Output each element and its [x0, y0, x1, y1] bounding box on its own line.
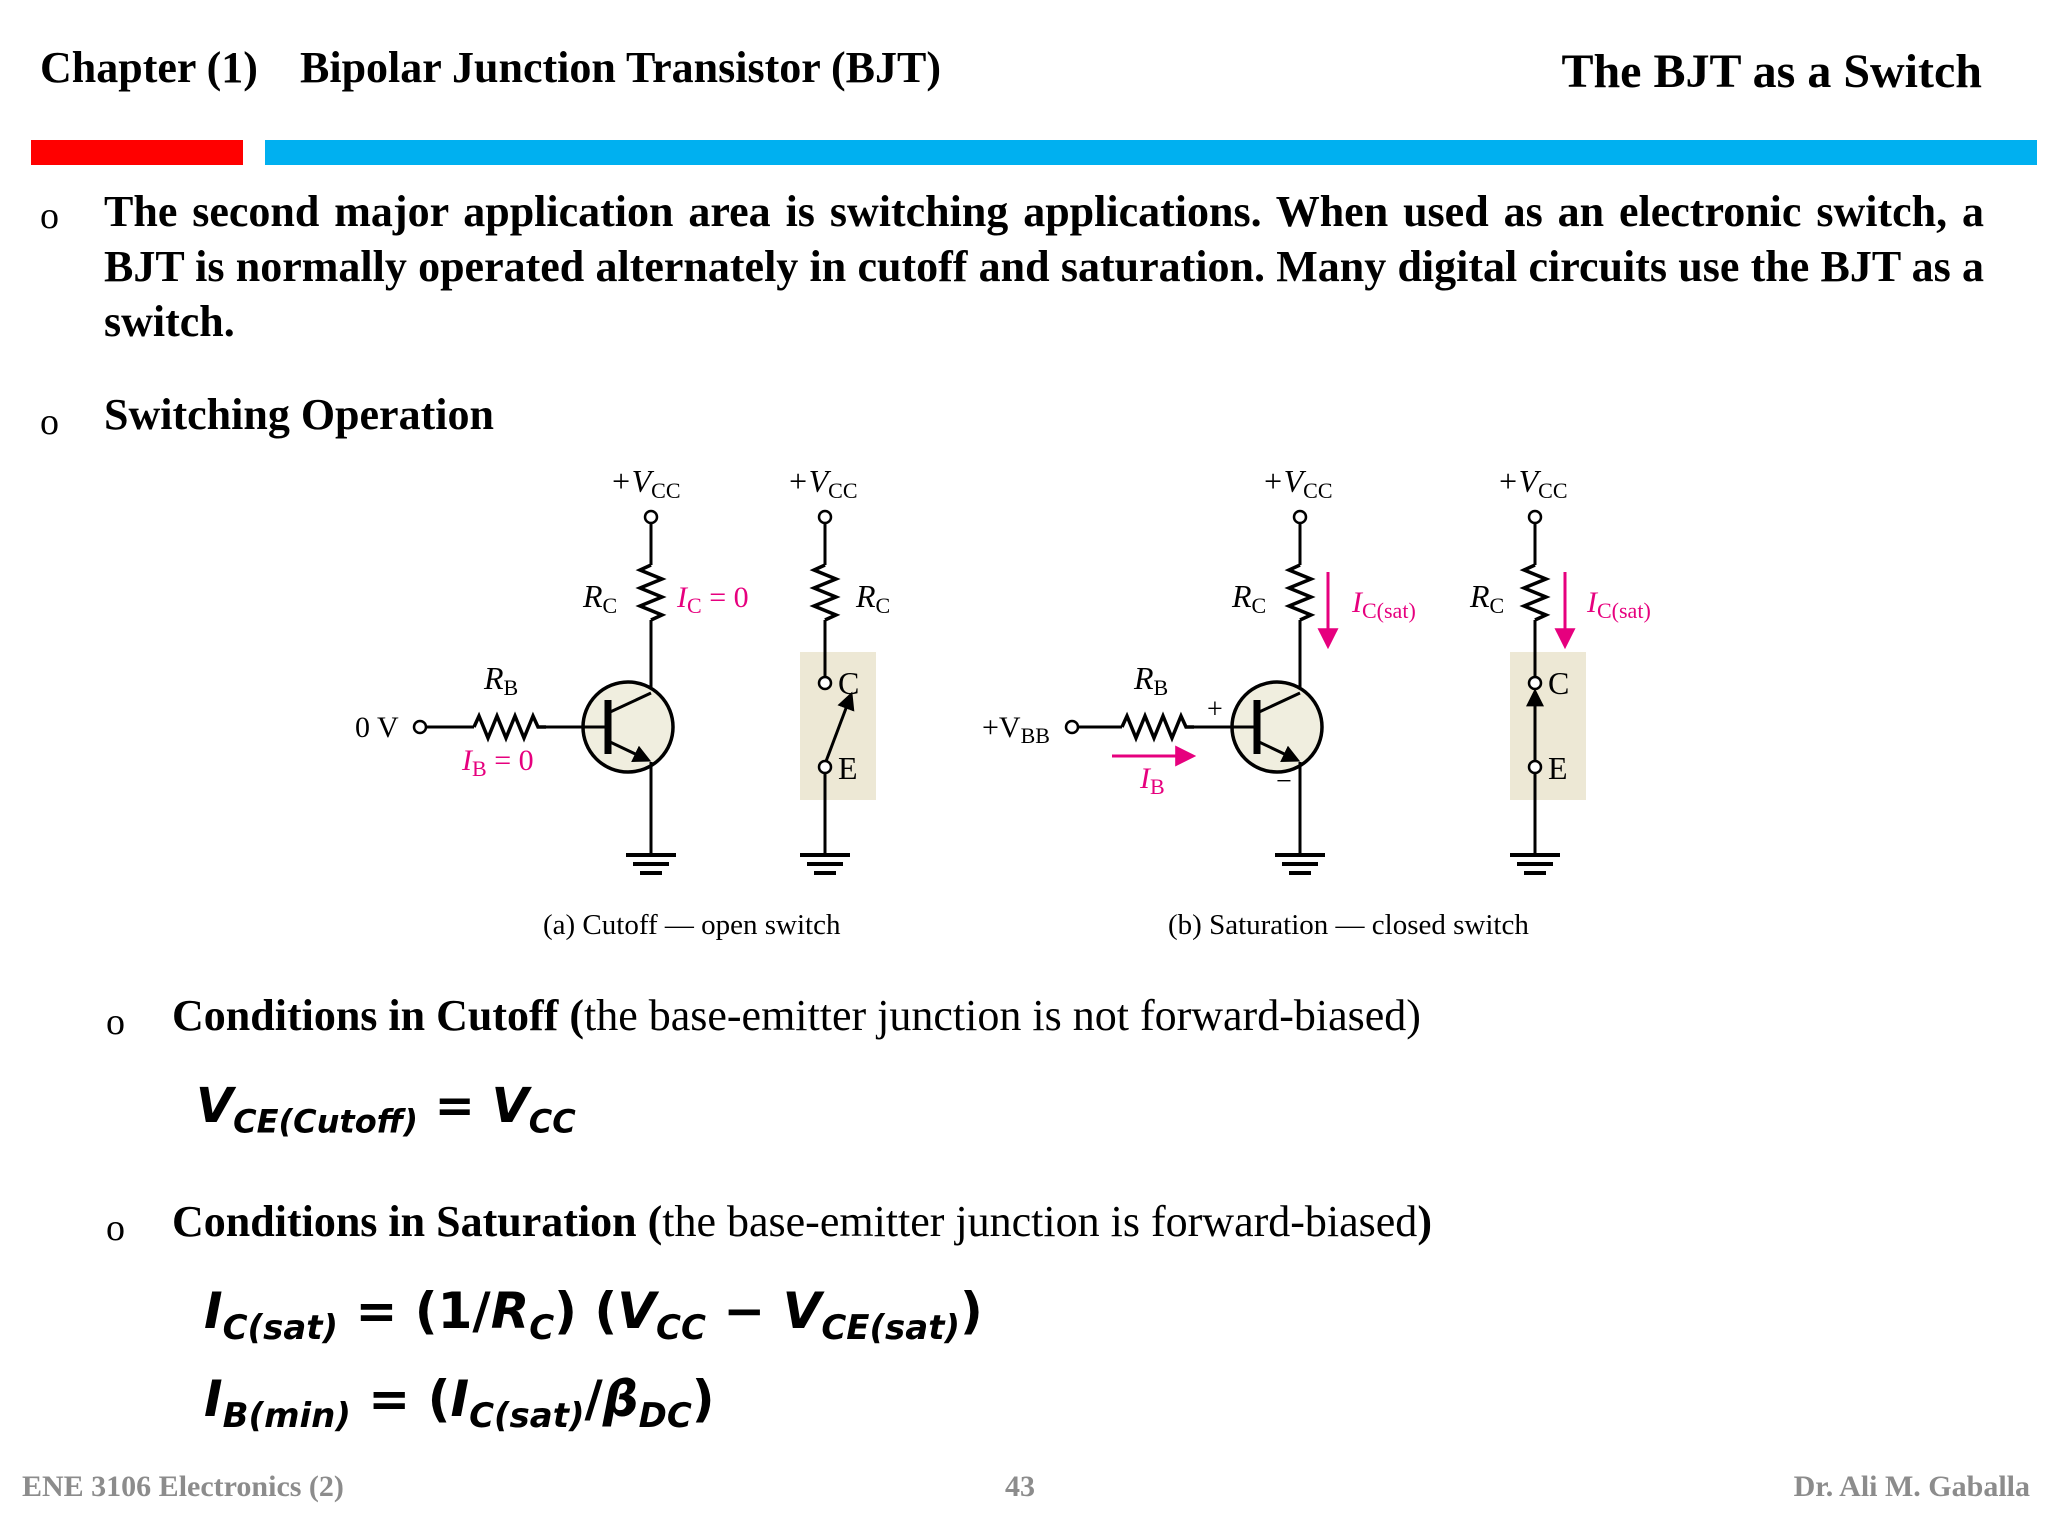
ib-zero-label: $I_B = 0$ [462, 744, 534, 781]
header-accent-bar-red [31, 140, 243, 165]
input-terminal [1066, 721, 1078, 733]
vcc-label: +VCC [1262, 463, 1333, 503]
vcc-label: +VCC [610, 463, 681, 503]
collector-resistor [1289, 565, 1311, 620]
rb-label: RB [484, 660, 519, 700]
collector-terminal [1529, 677, 1541, 689]
chapter-title: Bipolar Junction Transistor (BJT) [300, 43, 941, 92]
ic-sat-label: $I_{C(sat)}$ [1587, 586, 1651, 623]
vcc-terminal [1529, 511, 1541, 523]
emitter-terminal [819, 761, 831, 773]
collector-resistor [814, 565, 836, 620]
switching-heading: Switching Operation [104, 390, 494, 439]
zero-volt-label: 0 V [355, 711, 399, 744]
caption-saturation: (b) Saturation — closed switch [1168, 909, 1529, 941]
vbb-label: $+V_{BB}$ [982, 711, 1050, 748]
header-accent-bar-blue [265, 140, 2037, 165]
rc-label: RC [1232, 578, 1267, 618]
e-label: E [838, 750, 858, 786]
ib-label: $I_B$ [1140, 762, 1165, 799]
bullet-marker: o [40, 401, 59, 443]
vcc-terminal [645, 511, 657, 523]
collector-terminal [819, 677, 831, 689]
cutoff-transistor-circuit [355, 463, 749, 873]
base-resistor [1122, 716, 1194, 738]
saturation-switch-equivalent [1469, 463, 1651, 873]
bullet-marker: o [106, 1001, 125, 1043]
ground-icon [1275, 855, 1325, 873]
saturation-condition: Conditions in Saturation (the base-emitter junction is forward-biased) [172, 1197, 1432, 1246]
e-label: E [1548, 750, 1568, 786]
cutoff-heading: Conditions in Cutoff [172, 991, 559, 1040]
cutoff-condition: Conditions in Cutoff (the base-emitter junction is not forward-biased) [172, 991, 1421, 1040]
rb-label: RB [1134, 660, 1169, 700]
ground-icon [800, 855, 850, 873]
saturation-note: the base-emitter junction is forward-biased [662, 1197, 1418, 1246]
rc-label: RC [856, 578, 891, 618]
vcc-label: +VCC [1497, 463, 1568, 503]
plus-sign: + [1207, 694, 1223, 725]
cutoff-equation: $V_{CE(Cutoff)} = V_{CC}$ [196, 1078, 576, 1141]
emitter-terminal [1529, 761, 1541, 773]
saturation-heading: Conditions in Saturation [172, 1197, 637, 1246]
footer-author: Dr. Ali M. Gaballa [1793, 1470, 2030, 1503]
rc-label: RC [1470, 578, 1505, 618]
vcc-terminal [819, 511, 831, 523]
rc-label: RC [583, 578, 618, 618]
saturation-equation-ic: $I_{C(sat)} = (1/R_C) (V_{CC} - V_{CE(sat)})$ [204, 1282, 983, 1348]
base-resistor [474, 716, 546, 738]
intro-paragraph: The second major application area is switching applications. When used as an electronic switch, a BJT is normally operated alternately in cutoff and saturation. Many digital circuits use the BJT as a switch. [104, 187, 1984, 346]
input-terminal [414, 721, 426, 733]
vcc-label: +VCC [787, 463, 858, 503]
cutoff-note: the base-emitter junction is not forward-biased [583, 991, 1407, 1040]
footer-course: ENE 3106 Electronics (2) [22, 1470, 344, 1503]
vcc-terminal [1294, 511, 1306, 523]
saturation-transistor-circuit [982, 463, 1416, 873]
footer-page-number: 43 [1005, 1470, 1035, 1503]
ic-zero-label: $I_C = 0$ [677, 581, 749, 618]
saturation-equation-ib: $I_{B(min)} = (I_{C(sat)}/\beta_{DC})$ [204, 1370, 715, 1436]
caption-cutoff: (a) Cutoff — open switch [543, 909, 841, 941]
slide-title: The BJT as a Switch [1561, 45, 1982, 98]
collector-resistor [1524, 565, 1546, 620]
c-label: C [838, 665, 860, 701]
switching-circuit-figure [330, 455, 1710, 960]
chapter-number: Chapter (1) [40, 43, 258, 92]
ground-icon [1510, 855, 1560, 873]
ic-sat-label: $I_{C(sat)}$ [1352, 586, 1416, 623]
c-label: C [1548, 665, 1570, 701]
chapter-label [40, 42, 258, 93]
collector-resistor [640, 565, 662, 620]
cutoff-switch-equivalent [787, 463, 890, 873]
bullet-marker: o [40, 195, 59, 237]
ground-icon [626, 855, 676, 873]
minus-sign: − [1276, 766, 1292, 797]
bullet-marker: o [106, 1207, 125, 1249]
